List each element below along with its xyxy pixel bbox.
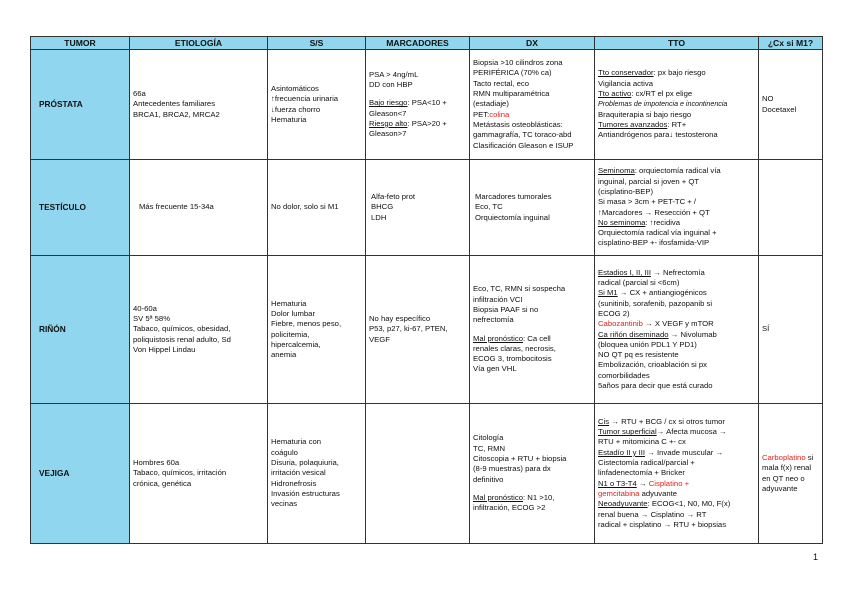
tto-cell: Seminoma: orquiectomía radical vía inguinal, parcial si joven + QT (cisplatino-BEP) Si masa > 3cm + PET-TC + / ↑Marcadores → Resección + QT No seminoma: ↑recidiva Orquiectomía radical vía inguinal + cisplatino-BEP +- ifosfamida-VIP [595,160,759,256]
row-vejiga [31,404,823,544]
tto-cell: Estadios I, II, III → Nefrectomía radical (parcial si <6cm) Si M1 → CX + antiangiogénicos (sunitinib, sorafenib, pazopanib si ECOG 2) Cabozantinib → X VEGF y mTOR Ca riñón diseminado → Nivolumab (bloquea unión PDL1 Y PD1) NO QT pq es resistente Embolización, crioablación si px comorbilidades 5años para decir que está curado [595,256,759,404]
tumor-cell: VEJIGA [31,404,130,544]
ss-cell: Asintomáticos ↑frecuencia urinaria ↓fuerza chorro Hematuria [268,50,366,160]
page-number: 1 [813,552,819,562]
marcadores-cell: No hay específico P53, p27, ki-67, PTEN, VEGF [366,256,470,404]
etiologia-cell: 40-60a SV 5ª 58% Tabaco, químicos, obesidad, poliquistosis renal adulto, Sd Von Hippel Lindau [130,256,268,404]
ss-cell: No dolor, solo si M1 [268,160,366,256]
header-cx-m1: ¿Cx si M1? [759,37,823,50]
tumor-cell: TESTÍCULO [31,160,130,256]
dx-cell: Citología TC, RMN Citoscopia + RTU + biopsia (8-9 muestras) para dx definitivo Mal pronóstico: N1 >10, infiltración, ECOG >2 [470,404,595,544]
ss-cell: Hematuria Dolor lumbar Fiebre, menos peso, policitemia, hipercalcemia, anemia [268,256,366,404]
header-marcadores: MARCADORES [366,37,470,50]
row-prostata [31,50,823,160]
tto-cell: Tto conservador: px bajo riesgo Vigilancia activa Tto activo: cx/RT el px elige Problemas de impotencia e incontinencia Braquiterapia si bajo riesgo Tumores avanzados: RT+ Antiandrógenos para↓ testosterona [595,50,759,160]
etiologia-cell: Hombres 60a Tabaco, químicos, irritación crónica, genética [130,404,268,544]
etiologia-cell: 66a Antecedentes familiares BRCA1, BRCA2, MRCA2 [130,50,268,160]
header-tto: TTO [595,37,759,50]
marcadores-cell: Alfa-feto prot BHCG LDH [366,160,470,256]
dx-cell: Eco, TC, RMN si sospecha infiltración VCI Biopsia PAAF si no nefrectomía Mal pronóstico: Ca cell renales claras, necrosis, ECOG 3, trombocitosis Vía gen VHL [470,256,595,404]
marcadores-cell [366,404,470,544]
ss-cell: Hematuria con coágulo Disuria, polaquiuria, irritación vesical Hidronefrosis Invasión estructuras vecinas [268,404,366,544]
row-testiculo [31,160,823,256]
header-tumor: TUMOR [31,37,130,50]
tumor-cell: RIÑÓN [31,256,130,404]
header-etiologia: ETIOLOGÍA [130,37,268,50]
etiologia-cell: Más frecuente 15-34a [130,160,268,256]
dx-cell: Biopsia >10 cilindros zona PERIFÉRICA (70% ca) Tacto rectal, eco RMN multiparamétrica (estadiaje) PET:colina Metástasis osteoblásticas: gammagrafía, TC toraco-abd Clasificación Gleason e ISUP [470,50,595,160]
header-ss: S/S [268,37,366,50]
tto-cell: Cis → RTU + BCG / cx si otros tumor Tumor superficial→ Afecta mucosa → RTU + mitomicina C +- cx Estadío II y III → Invade muscular → Cistectomía radical/parcial + linfadenectomía + Bricker N1 o T3-T4 → Cisplatino + gemcitabina adyuvante Neoadyuvante: ECOG<1, N0, M0, F(x) renal buena → Cisplatino → RT radical + cisplatino → RTU + biopsias [595,404,759,544]
cx-m1-cell: NO Docetaxel [759,50,823,160]
tumor-summary-table [30,36,823,544]
marcadores-cell: PSA > 4ng/mL DD con HBP Bajo riesgo: PSA<10 + Gleason<7 Riesgo alto: PSA>20 + Gleason>7 [366,50,470,160]
dx-cell: Marcadores tumorales Eco, TC Orquiectomía inguinal [470,160,595,256]
row-rinon [31,256,823,404]
cx-m1-cell: SÍ [759,256,823,404]
tumor-cell: PRÓSTATA [31,50,130,160]
header-dx: DX [470,37,595,50]
header-row [31,37,823,50]
cx-m1-cell: Carboplatino si mala f(x) renal en QT neo o adyuvante [759,404,823,544]
cx-m1-cell [759,160,823,256]
